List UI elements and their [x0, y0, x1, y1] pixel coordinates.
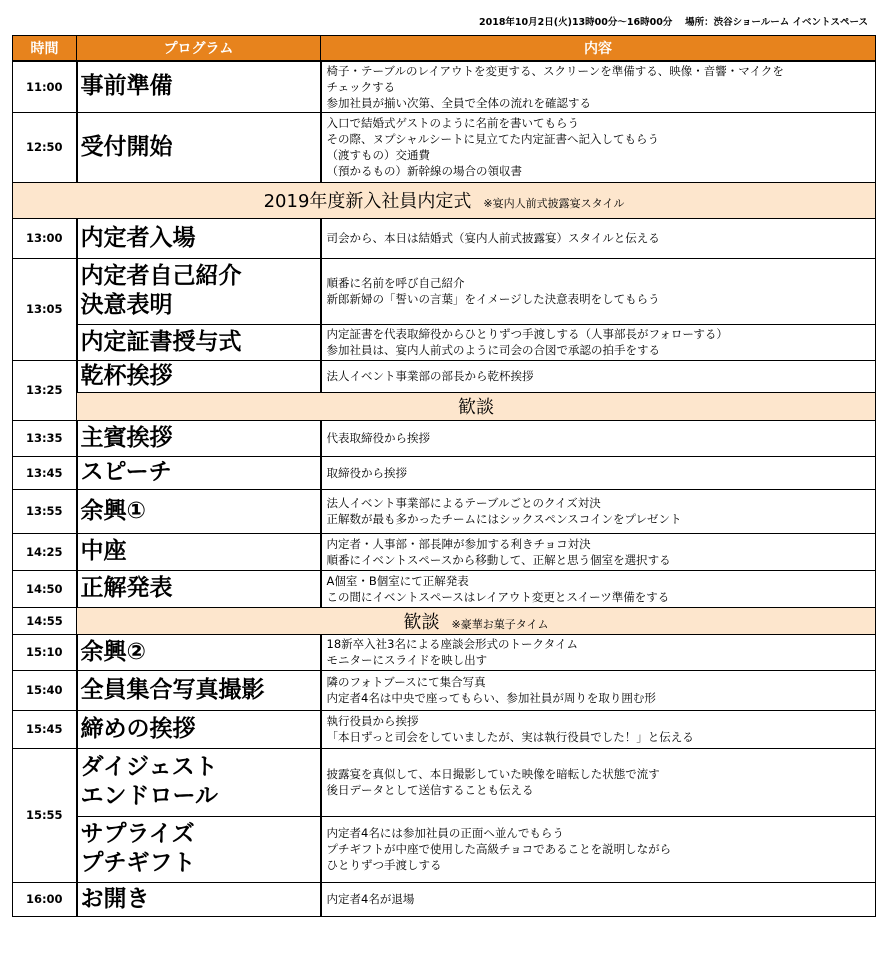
content-cell: 順番に名前を呼び自己紹介 新郎新婦の「誓いの言葉」をイメージした決意表明をしてもらう — [321, 258, 876, 324]
time-cell: 14:25 — [13, 533, 77, 570]
time-cell: 13:45 — [13, 456, 77, 489]
program-cell: 締めの挨拶 — [77, 710, 321, 748]
banner-title: 歓談 — [403, 611, 440, 633]
table-row — [13, 456, 876, 489]
time-cell: 11:00 — [13, 61, 77, 112]
header-content: 内容 — [321, 36, 876, 62]
table-row — [13, 112, 876, 182]
table-row — [13, 670, 876, 710]
program-cell: 事前準備 — [77, 61, 321, 112]
program-cell: サプライズ プチギフト — [77, 816, 321, 882]
table-row — [13, 324, 876, 360]
program-cell: 中座 — [77, 533, 321, 570]
content-cell: 法人イベント事業部の部長から乾杯挨拶 — [321, 360, 876, 392]
table-row — [13, 882, 876, 916]
table-row — [13, 533, 876, 570]
content-cell: 代表取締役から挨拶 — [321, 420, 876, 456]
content-cell: 執行役員から挨拶 「本日ずっと司会をしていましたが、実は執行役員でした！」と伝える — [321, 710, 876, 748]
table-row — [13, 816, 876, 882]
banner-note: ※豪華お菓子タイム — [451, 617, 549, 631]
program-cell: 主賓挨拶 — [77, 420, 321, 456]
section-banner — [13, 392, 876, 420]
content-cell: 内定証書を代表取締役からひとりずつ手渡しする（人事部長がフォローする） 参加社員は、宴内人前式のように司会の合図で承認の拍手をする — [321, 324, 876, 360]
time-cell: 15:55 — [13, 748, 77, 882]
table-row — [13, 489, 876, 533]
table-row — [13, 420, 876, 456]
table-header-row — [13, 36, 876, 62]
program-cell: ダイジェスト エンドロール — [77, 748, 321, 816]
program-cell: 内定者自己紹介 決意表明 — [77, 258, 321, 324]
table-row — [13, 218, 876, 258]
table-row — [13, 258, 876, 324]
program-cell: スピーチ — [77, 456, 321, 489]
table-row — [13, 748, 876, 816]
content-cell: 取締役から挨拶 — [321, 456, 876, 489]
content-cell: 椅子・テーブルのレイアウトを変更する、スクリーンを準備する、映像・音響・マイクを チェックする 参加社員が揃い次第、全員で全体の流れを確認する — [321, 61, 876, 112]
content-cell: 法人イベント事業部によるテーブルごとのクイズ対決 正解数が最も多かったチームにはシックスペンスコインをプレゼント — [321, 489, 876, 533]
program-schedule-table — [12, 35, 876, 917]
program-cell: 全員集合写真撮影 — [77, 670, 321, 710]
content-cell: 入口で結婚式ゲストのように名前を書いてもらう その際、ヌプシャルシートに見立てた内定証書へ記入してもらう （渡すもの）交通費 （預かるもの）新幹線の場合の領収書 — [321, 112, 876, 182]
banner-title: 歓談 — [458, 397, 494, 418]
time-cell: 13:00 — [13, 218, 77, 258]
content-cell: 内定者4名には参加社員の正面へ並んでもらう プチギフトが中座で使用した高級チョコであることを説明しながら ひとりずつ手渡しする — [321, 816, 876, 882]
table-row — [13, 570, 876, 607]
banner-cell — [77, 607, 876, 634]
time-cell: 14:50 — [13, 570, 77, 607]
header-time: 時間 — [13, 36, 77, 62]
table-row — [13, 61, 876, 112]
time-cell: 12:50 — [13, 112, 77, 182]
time-cell: 15:45 — [13, 710, 77, 748]
program-cell: 余興① — [77, 489, 321, 533]
program-cell: 内定者入場 — [77, 218, 321, 258]
program-cell: お開き — [77, 882, 321, 916]
time-cell: 16:00 — [13, 882, 77, 916]
content-cell: 隣のフォトブースにて集合写真 内定者4名は中央で座ってもらい、参加社員が周りを取り囲む形 — [321, 670, 876, 710]
program-cell: 正解発表 — [77, 570, 321, 607]
event-date-location: 2018年10月2日(火)13時00分～16時00分 場所：渋谷ショールーム イベントスペース — [478, 17, 868, 28]
content-cell: 司会から、本日は結婚式（宴内人前式披露宴）スタイルと伝える — [321, 218, 876, 258]
program-cell: 乾杯挨拶 — [77, 360, 321, 392]
time-cell: 13:35 — [13, 420, 77, 456]
banner-cell — [13, 182, 876, 218]
time-cell: 13:25 — [13, 360, 77, 420]
content-cell: 内定者4名が退場 — [321, 882, 876, 916]
time-cell: 15:10 — [13, 634, 77, 670]
header-program: プログラム — [77, 36, 321, 62]
content-cell: 披露宴を真似して、本日撮影していた映像を暗転した状態で流す 後日データとして送信することも伝える — [321, 748, 876, 816]
banner-note: ※宴内人前式披露宴スタイル — [483, 197, 625, 210]
program-cell: 余興② — [77, 634, 321, 670]
content-cell: 18新卒入社3名による座談会形式のトークタイム モニターにスライドを映し出す — [321, 634, 876, 670]
table-row — [13, 634, 876, 670]
table-row — [13, 710, 876, 748]
program-cell: 内定証書授与式 — [77, 324, 321, 360]
content-cell: 内定者・人事部・部長陣が参加する利きチョコ対決 順番にイベントスペースから移動して、正解と思う個室を選択する — [321, 533, 876, 570]
banner-cell — [77, 392, 876, 420]
time-cell: 13:05 — [13, 258, 77, 360]
time-cell: 13:55 — [13, 489, 77, 533]
program-cell: 受付開始 — [77, 112, 321, 182]
section-banner — [13, 607, 876, 634]
time-cell: 14:55 — [13, 607, 77, 634]
section-banner — [13, 182, 876, 218]
time-cell: 15:40 — [13, 670, 77, 710]
table-row — [13, 360, 876, 392]
content-cell: A個室・B個室にて正解発表 この間にイベントスペースはレイアウト変更とスイーツ準備をする — [321, 570, 876, 607]
banner-title: 2019年度新入社員内定式 — [263, 191, 472, 212]
